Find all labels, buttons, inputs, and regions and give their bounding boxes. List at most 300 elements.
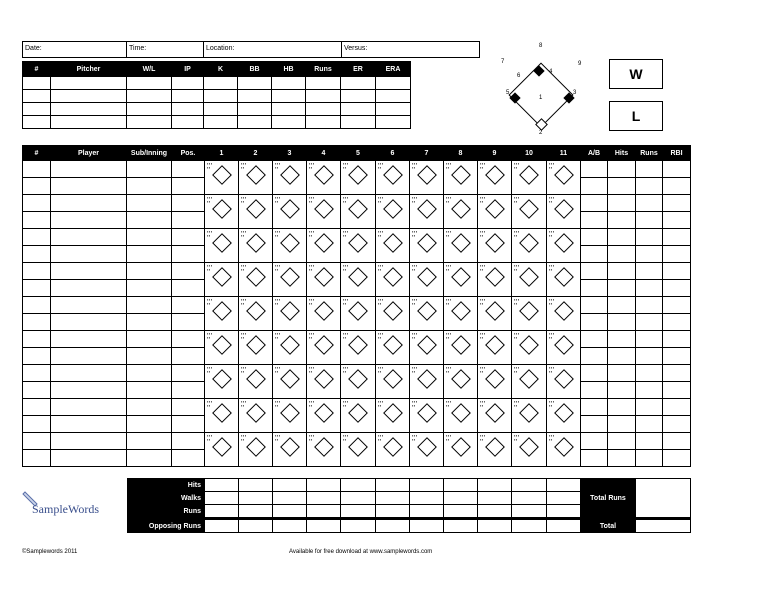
pitcher-cell[interactable] [341, 77, 376, 90]
base-path-diamond-icon[interactable] [280, 335, 300, 355]
pitcher-cell[interactable] [51, 77, 127, 90]
inning-scoring-cell[interactable] [512, 399, 547, 433]
pitch-count-boxes[interactable]: ▪▪▪ ▪▪ [275, 433, 281, 442]
inning-total-cell[interactable] [205, 519, 239, 533]
inning-scoring-cell[interactable] [205, 365, 239, 399]
pitcher-cell[interactable] [51, 103, 127, 116]
base-path-diamond-icon[interactable] [519, 335, 539, 355]
stat-cell[interactable] [581, 382, 608, 399]
lineup-cell[interactable] [172, 348, 205, 365]
inning-scoring-cell[interactable] [376, 161, 410, 195]
stat-cell[interactable] [581, 246, 608, 263]
base-path-diamond-icon[interactable] [212, 165, 232, 185]
stat-cell[interactable] [636, 450, 663, 467]
stat-cell[interactable] [608, 263, 636, 280]
pitcher-cell[interactable] [51, 116, 127, 129]
inning-scoring-cell[interactable] [410, 399, 444, 433]
pitch-count-boxes[interactable]: ▪▪▪ ▪▪ [343, 195, 349, 204]
stat-cell[interactable] [581, 195, 608, 212]
base-path-diamond-icon[interactable] [280, 403, 300, 423]
inning-scoring-cell[interactable] [478, 365, 512, 399]
pitch-count-boxes[interactable]: ▪▪▪ ▪▪ [275, 365, 281, 374]
lineup-cell[interactable] [172, 161, 205, 178]
inning-total-cell[interactable] [273, 479, 307, 492]
lineup-cell[interactable] [127, 365, 172, 382]
pitch-count-boxes[interactable]: ▪▪▪ ▪▪ [343, 263, 349, 272]
inning-total-cell[interactable] [547, 479, 581, 492]
inning-scoring-cell[interactable] [239, 297, 273, 331]
lineup-cell[interactable] [172, 297, 205, 314]
inning-scoring-cell[interactable] [547, 399, 581, 433]
inning-scoring-cell[interactable] [205, 433, 239, 467]
base-path-diamond-icon[interactable] [519, 437, 539, 457]
inning-total-cell[interactable] [410, 492, 444, 505]
base-path-diamond-icon[interactable] [485, 335, 505, 355]
inning-scoring-cell[interactable] [273, 161, 307, 195]
pitcher-cell[interactable] [272, 116, 306, 129]
pitch-count-boxes[interactable]: ▪▪▪ ▪▪ [343, 161, 349, 170]
inning-scoring-cell[interactable] [512, 263, 547, 297]
pitch-count-boxes[interactable]: ▪▪▪ ▪▪ [412, 161, 418, 170]
stat-cell[interactable] [581, 314, 608, 331]
inning-total-cell[interactable] [478, 492, 512, 505]
base-path-diamond-icon[interactable] [280, 437, 300, 457]
lineup-cell[interactable] [172, 433, 205, 450]
lineup-cell[interactable] [51, 399, 127, 416]
pitcher-cell[interactable] [127, 116, 172, 129]
inning-scoring-cell[interactable] [273, 263, 307, 297]
inning-scoring-cell[interactable] [205, 331, 239, 365]
win-box[interactable] [609, 59, 663, 89]
inning-scoring-cell[interactable] [376, 433, 410, 467]
inning-total-cell[interactable] [547, 505, 581, 519]
pitcher-cell[interactable] [204, 103, 238, 116]
stat-cell[interactable] [663, 195, 691, 212]
lineup-cell[interactable] [127, 348, 172, 365]
inning-scoring-cell[interactable] [478, 433, 512, 467]
pitch-count-boxes[interactable]: ▪▪▪ ▪▪ [309, 331, 315, 340]
inning-scoring-cell[interactable] [512, 195, 547, 229]
inning-scoring-cell[interactable] [205, 195, 239, 229]
lineup-cell[interactable] [23, 450, 51, 467]
stat-cell[interactable] [608, 331, 636, 348]
inning-scoring-cell[interactable] [341, 195, 376, 229]
pitch-count-boxes[interactable]: ▪▪▪ ▪▪ [207, 365, 213, 374]
stat-cell[interactable] [636, 195, 663, 212]
pitcher-cell[interactable] [172, 77, 204, 90]
stat-cell[interactable] [663, 263, 691, 280]
inning-scoring-cell[interactable] [478, 331, 512, 365]
stat-cell[interactable] [608, 416, 636, 433]
stat-cell[interactable] [636, 297, 663, 314]
pitch-count-boxes[interactable]: ▪▪▪ ▪▪ [514, 399, 520, 408]
base-path-diamond-icon[interactable] [519, 369, 539, 389]
inning-total-cell[interactable] [444, 479, 478, 492]
inning-scoring-cell[interactable] [376, 263, 410, 297]
pitch-count-boxes[interactable]: ▪▪▪ ▪▪ [446, 297, 452, 306]
inning-scoring-cell[interactable] [444, 297, 478, 331]
stat-cell[interactable] [608, 450, 636, 467]
inning-scoring-cell[interactable] [444, 433, 478, 467]
inning-scoring-cell[interactable] [410, 433, 444, 467]
pitcher-cell[interactable] [172, 103, 204, 116]
pitch-count-boxes[interactable]: ▪▪▪ ▪▪ [549, 399, 555, 408]
base-path-diamond-icon[interactable] [519, 165, 539, 185]
pitcher-cell[interactable] [306, 90, 341, 103]
pitch-count-boxes[interactable]: ▪▪▪ ▪▪ [549, 161, 555, 170]
lineup-cell[interactable] [172, 314, 205, 331]
stat-cell[interactable] [663, 229, 691, 246]
pitch-count-boxes[interactable]: ▪▪▪ ▪▪ [275, 229, 281, 238]
lineup-cell[interactable] [51, 161, 127, 178]
pitch-count-boxes[interactable]: ▪▪▪ ▪▪ [549, 195, 555, 204]
stat-cell[interactable] [636, 314, 663, 331]
lineup-cell[interactable] [23, 195, 51, 212]
inning-total-cell[interactable] [478, 479, 512, 492]
stat-cell[interactable] [608, 280, 636, 297]
pitcher-cell[interactable] [23, 77, 51, 90]
base-path-diamond-icon[interactable] [417, 301, 437, 321]
stat-cell[interactable] [581, 229, 608, 246]
lineup-cell[interactable] [51, 365, 127, 382]
location-field[interactable] [204, 42, 342, 57]
base-path-diamond-icon[interactable] [383, 335, 403, 355]
inning-scoring-cell[interactable] [410, 263, 444, 297]
base-path-diamond-icon[interactable] [383, 369, 403, 389]
inning-scoring-cell[interactable] [205, 263, 239, 297]
inning-scoring-cell[interactable] [547, 161, 581, 195]
lineup-cell[interactable] [172, 178, 205, 195]
stat-cell[interactable] [636, 229, 663, 246]
pitch-count-boxes[interactable]: ▪▪▪ ▪▪ [480, 263, 486, 272]
base-path-diamond-icon[interactable] [314, 403, 334, 423]
pitch-count-boxes[interactable]: ▪▪▪ ▪▪ [207, 195, 213, 204]
inning-scoring-cell[interactable] [205, 229, 239, 263]
lineup-cell[interactable] [23, 263, 51, 280]
base-path-diamond-icon[interactable] [485, 301, 505, 321]
base-path-diamond-icon[interactable] [383, 403, 403, 423]
base-path-diamond-icon[interactable] [485, 437, 505, 457]
inning-scoring-cell[interactable] [547, 331, 581, 365]
stat-cell[interactable] [581, 348, 608, 365]
inning-total-cell[interactable] [341, 519, 376, 533]
pitch-count-boxes[interactable]: ▪▪▪ ▪▪ [309, 399, 315, 408]
pitch-count-boxes[interactable]: ▪▪▪ ▪▪ [549, 297, 555, 306]
pitcher-cell[interactable] [204, 116, 238, 129]
inning-total-cell[interactable] [341, 479, 376, 492]
total-value[interactable] [636, 519, 691, 533]
base-path-diamond-icon[interactable] [383, 165, 403, 185]
inning-scoring-cell[interactable] [341, 229, 376, 263]
pitch-count-boxes[interactable]: ▪▪▪ ▪▪ [549, 331, 555, 340]
inning-scoring-cell[interactable] [547, 229, 581, 263]
base-path-diamond-icon[interactable] [519, 267, 539, 287]
inning-scoring-cell[interactable] [341, 399, 376, 433]
base-path-diamond-icon[interactable] [314, 437, 334, 457]
lineup-cell[interactable] [23, 229, 51, 246]
inning-scoring-cell[interactable] [273, 331, 307, 365]
lineup-cell[interactable] [127, 229, 172, 246]
base-path-diamond-icon[interactable] [280, 199, 300, 219]
pitcher-cell[interactable] [238, 77, 272, 90]
inning-scoring-cell[interactable] [341, 433, 376, 467]
inning-total-cell[interactable] [341, 505, 376, 519]
pitcher-cell[interactable] [238, 116, 272, 129]
pitch-count-boxes[interactable]: ▪▪▪ ▪▪ [412, 263, 418, 272]
lineup-cell[interactable] [51, 314, 127, 331]
inning-scoring-cell[interactable] [478, 399, 512, 433]
inning-scoring-cell[interactable] [239, 399, 273, 433]
base-path-diamond-icon[interactable] [314, 165, 334, 185]
inning-scoring-cell[interactable] [239, 433, 273, 467]
inning-scoring-cell[interactable] [547, 433, 581, 467]
inning-total-cell[interactable] [410, 505, 444, 519]
base-path-diamond-icon[interactable] [246, 335, 266, 355]
pitcher-cell[interactable] [238, 103, 272, 116]
inning-scoring-cell[interactable] [410, 331, 444, 365]
base-path-diamond-icon[interactable] [451, 233, 471, 253]
inning-scoring-cell[interactable] [239, 365, 273, 399]
inning-scoring-cell[interactable] [273, 433, 307, 467]
pitcher-cell[interactable] [127, 103, 172, 116]
pitcher-cell[interactable] [127, 77, 172, 90]
lineup-cell[interactable] [127, 399, 172, 416]
lineup-cell[interactable] [23, 161, 51, 178]
lineup-cell[interactable] [51, 263, 127, 280]
base-path-diamond-icon[interactable] [417, 437, 437, 457]
lineup-cell[interactable] [23, 280, 51, 297]
lineup-cell[interactable] [172, 229, 205, 246]
pitch-count-boxes[interactable]: ▪▪▪ ▪▪ [343, 365, 349, 374]
inning-total-cell[interactable] [307, 492, 341, 505]
lineup-cell[interactable] [23, 212, 51, 229]
inning-scoring-cell[interactable] [478, 229, 512, 263]
stat-cell[interactable] [608, 195, 636, 212]
base-path-diamond-icon[interactable] [554, 335, 574, 355]
lineup-cell[interactable] [51, 212, 127, 229]
inning-total-cell[interactable] [205, 479, 239, 492]
inning-scoring-cell[interactable] [239, 331, 273, 365]
inning-scoring-cell[interactable] [444, 365, 478, 399]
stat-cell[interactable] [636, 365, 663, 382]
pitch-count-boxes[interactable]: ▪▪▪ ▪▪ [378, 365, 384, 374]
pitcher-cell[interactable] [238, 90, 272, 103]
lineup-cell[interactable] [51, 331, 127, 348]
inning-total-cell[interactable] [239, 505, 273, 519]
inning-scoring-cell[interactable] [512, 229, 547, 263]
base-path-diamond-icon[interactable] [280, 165, 300, 185]
inning-total-cell[interactable] [444, 519, 478, 533]
pitch-count-boxes[interactable]: ▪▪▪ ▪▪ [207, 399, 213, 408]
lineup-cell[interactable] [172, 246, 205, 263]
inning-total-cell[interactable] [273, 505, 307, 519]
stat-cell[interactable] [663, 433, 691, 450]
pitch-count-boxes[interactable]: ▪▪▪ ▪▪ [207, 229, 213, 238]
stat-cell[interactable] [636, 399, 663, 416]
total-runs-value[interactable] [636, 479, 691, 519]
pitch-count-boxes[interactable]: ▪▪▪ ▪▪ [446, 433, 452, 442]
pitcher-cell[interactable] [376, 77, 411, 90]
pitcher-cell[interactable] [376, 90, 411, 103]
stat-cell[interactable] [663, 348, 691, 365]
base-path-diamond-icon[interactable] [280, 267, 300, 287]
inning-scoring-cell[interactable] [512, 161, 547, 195]
stat-cell[interactable] [663, 161, 691, 178]
stat-cell[interactable] [608, 229, 636, 246]
pitch-count-boxes[interactable]: ▪▪▪ ▪▪ [480, 399, 486, 408]
pitch-count-boxes[interactable]: ▪▪▪ ▪▪ [275, 297, 281, 306]
pitch-count-boxes[interactable]: ▪▪▪ ▪▪ [309, 263, 315, 272]
pitch-count-boxes[interactable]: ▪▪▪ ▪▪ [514, 297, 520, 306]
pitch-count-boxes[interactable]: ▪▪▪ ▪▪ [275, 399, 281, 408]
lineup-cell[interactable] [172, 263, 205, 280]
pitch-count-boxes[interactable]: ▪▪▪ ▪▪ [378, 229, 384, 238]
inning-scoring-cell[interactable] [341, 331, 376, 365]
stat-cell[interactable] [581, 365, 608, 382]
base-path-diamond-icon[interactable] [554, 233, 574, 253]
base-path-diamond-icon[interactable] [554, 165, 574, 185]
base-path-diamond-icon[interactable] [554, 403, 574, 423]
stat-cell[interactable] [608, 348, 636, 365]
pitcher-cell[interactable] [23, 116, 51, 129]
pitch-count-boxes[interactable]: ▪▪▪ ▪▪ [480, 331, 486, 340]
inning-total-cell[interactable] [444, 505, 478, 519]
inning-scoring-cell[interactable] [341, 161, 376, 195]
stat-cell[interactable] [608, 365, 636, 382]
inning-scoring-cell[interactable] [512, 297, 547, 331]
inning-scoring-cell[interactable] [547, 297, 581, 331]
pitch-count-boxes[interactable]: ▪▪▪ ▪▪ [275, 331, 281, 340]
stat-cell[interactable] [636, 433, 663, 450]
pitch-count-boxes[interactable]: ▪▪▪ ▪▪ [241, 365, 247, 374]
inning-total-cell[interactable] [478, 519, 512, 533]
pitch-count-boxes[interactable]: ▪▪▪ ▪▪ [343, 433, 349, 442]
inning-total-cell[interactable] [410, 519, 444, 533]
pitch-count-boxes[interactable]: ▪▪▪ ▪▪ [275, 263, 281, 272]
inning-total-cell[interactable] [410, 479, 444, 492]
inning-scoring-cell[interactable] [478, 263, 512, 297]
pitch-count-boxes[interactable]: ▪▪▪ ▪▪ [412, 331, 418, 340]
inning-total-cell[interactable] [444, 492, 478, 505]
inning-total-cell[interactable] [239, 479, 273, 492]
stat-cell[interactable] [581, 399, 608, 416]
pitch-count-boxes[interactable]: ▪▪▪ ▪▪ [480, 365, 486, 374]
inning-total-cell[interactable] [547, 519, 581, 533]
inning-scoring-cell[interactable] [341, 365, 376, 399]
lineup-cell[interactable] [172, 280, 205, 297]
stat-cell[interactable] [663, 178, 691, 195]
inning-total-cell[interactable] [239, 492, 273, 505]
lineup-cell[interactable] [51, 348, 127, 365]
inning-scoring-cell[interactable] [376, 195, 410, 229]
inning-scoring-cell[interactable] [307, 161, 341, 195]
pitch-count-boxes[interactable]: ▪▪▪ ▪▪ [480, 433, 486, 442]
lineup-cell[interactable] [172, 212, 205, 229]
pitch-count-boxes[interactable]: ▪▪▪ ▪▪ [549, 365, 555, 374]
inning-total-cell[interactable] [307, 519, 341, 533]
inning-scoring-cell[interactable] [444, 263, 478, 297]
base-path-diamond-icon[interactable] [246, 165, 266, 185]
lineup-cell[interactable] [127, 416, 172, 433]
stat-cell[interactable] [636, 382, 663, 399]
base-path-diamond-icon[interactable] [417, 403, 437, 423]
base-path-diamond-icon[interactable] [246, 233, 266, 253]
pitcher-cell[interactable] [172, 116, 204, 129]
inning-scoring-cell[interactable] [512, 331, 547, 365]
inning-scoring-cell[interactable] [512, 433, 547, 467]
inning-scoring-cell[interactable] [205, 161, 239, 195]
inning-scoring-cell[interactable] [410, 365, 444, 399]
pitch-count-boxes[interactable]: ▪▪▪ ▪▪ [241, 297, 247, 306]
pitch-count-boxes[interactable]: ▪▪▪ ▪▪ [412, 399, 418, 408]
pitch-count-boxes[interactable]: ▪▪▪ ▪▪ [241, 161, 247, 170]
pitcher-cell[interactable] [341, 103, 376, 116]
pitch-count-boxes[interactable]: ▪▪▪ ▪▪ [343, 399, 349, 408]
lineup-cell[interactable] [23, 399, 51, 416]
inning-scoring-cell[interactable] [341, 297, 376, 331]
base-path-diamond-icon[interactable] [451, 267, 471, 287]
pitch-count-boxes[interactable]: ▪▪▪ ▪▪ [446, 195, 452, 204]
inning-scoring-cell[interactable] [205, 297, 239, 331]
pitch-count-boxes[interactable]: ▪▪▪ ▪▪ [241, 399, 247, 408]
base-path-diamond-icon[interactable] [348, 233, 368, 253]
pitch-count-boxes[interactable]: ▪▪▪ ▪▪ [275, 161, 281, 170]
stat-cell[interactable] [581, 161, 608, 178]
lineup-cell[interactable] [127, 280, 172, 297]
pitch-count-boxes[interactable]: ▪▪▪ ▪▪ [412, 195, 418, 204]
base-path-diamond-icon[interactable] [485, 403, 505, 423]
lineup-cell[interactable] [127, 297, 172, 314]
base-path-diamond-icon[interactable] [246, 369, 266, 389]
base-path-diamond-icon[interactable] [246, 199, 266, 219]
inning-scoring-cell[interactable] [239, 161, 273, 195]
pitch-count-boxes[interactable]: ▪▪▪ ▪▪ [446, 263, 452, 272]
base-path-diamond-icon[interactable] [314, 267, 334, 287]
pitch-count-boxes[interactable]: ▪▪▪ ▪▪ [412, 229, 418, 238]
stat-cell[interactable] [608, 382, 636, 399]
pitcher-cell[interactable] [172, 90, 204, 103]
time-field[interactable] [127, 42, 204, 57]
lineup-cell[interactable] [23, 178, 51, 195]
stat-cell[interactable] [663, 246, 691, 263]
lineup-cell[interactable] [51, 382, 127, 399]
pitcher-cell[interactable] [204, 77, 238, 90]
pitch-count-boxes[interactable]: ▪▪▪ ▪▪ [549, 263, 555, 272]
inning-scoring-cell[interactable] [239, 263, 273, 297]
stat-cell[interactable] [636, 348, 663, 365]
base-path-diamond-icon[interactable] [246, 403, 266, 423]
pitch-count-boxes[interactable]: ▪▪▪ ▪▪ [275, 195, 281, 204]
base-path-diamond-icon[interactable] [314, 369, 334, 389]
inning-scoring-cell[interactable] [273, 399, 307, 433]
loss-box[interactable] [609, 101, 663, 131]
base-path-diamond-icon[interactable] [348, 301, 368, 321]
base-path-diamond-icon[interactable] [280, 301, 300, 321]
stat-cell[interactable] [663, 297, 691, 314]
lineup-cell[interactable] [172, 416, 205, 433]
stat-cell[interactable] [636, 263, 663, 280]
inning-scoring-cell[interactable] [307, 433, 341, 467]
lineup-cell[interactable] [172, 365, 205, 382]
date-field[interactable] [23, 42, 127, 57]
inning-scoring-cell[interactable] [307, 399, 341, 433]
pitch-count-boxes[interactable]: ▪▪▪ ▪▪ [446, 365, 452, 374]
base-path-diamond-icon[interactable] [451, 165, 471, 185]
stat-cell[interactable] [581, 450, 608, 467]
base-path-diamond-icon[interactable] [554, 437, 574, 457]
stat-cell[interactable] [663, 212, 691, 229]
pitch-count-boxes[interactable]: ▪▪▪ ▪▪ [207, 433, 213, 442]
